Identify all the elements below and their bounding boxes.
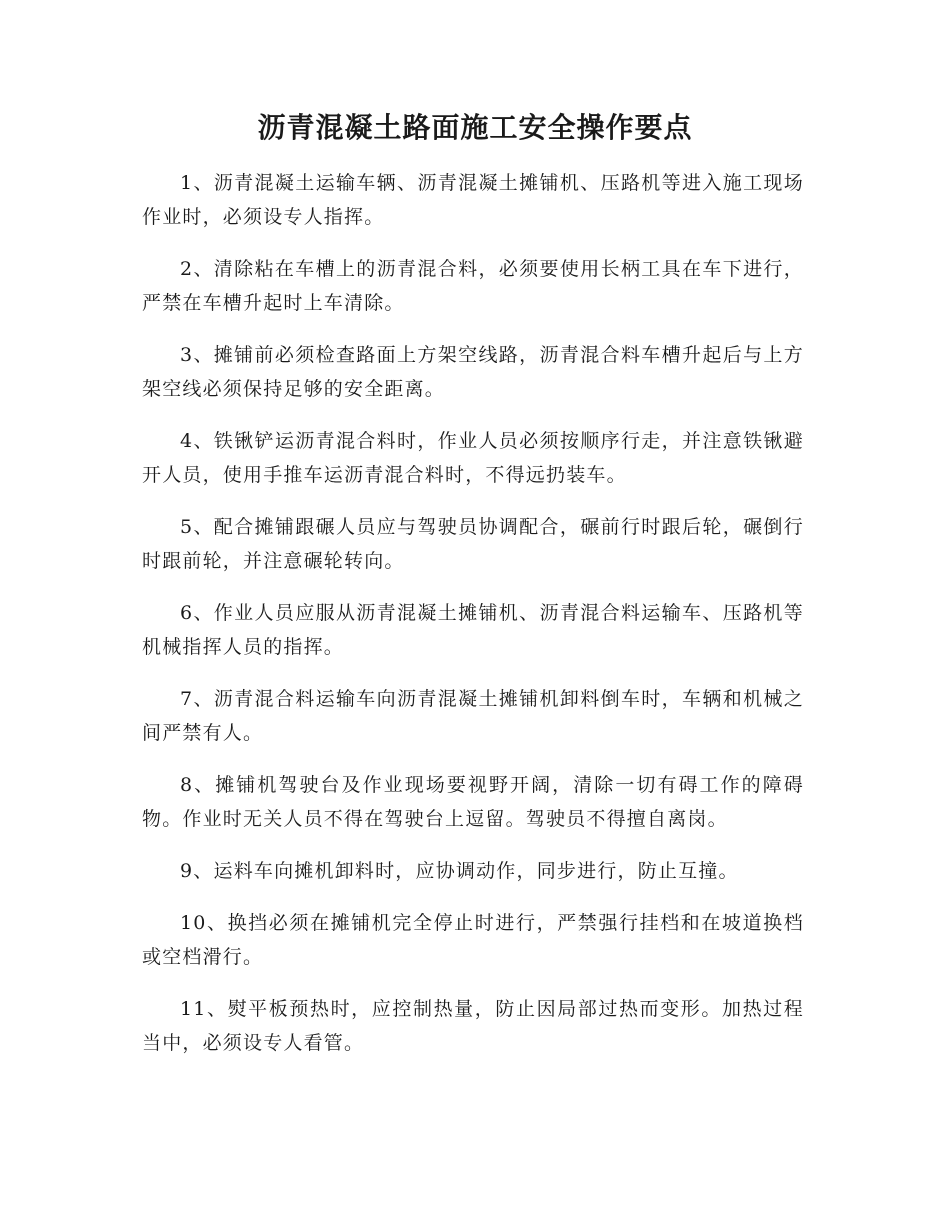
paragraph-4: 4、铁锹铲运沥青混合料时，作业人员必须按顺序行走，并注意铁锹避开人员，使用手推车运沥青混合料时，不得远扔装车。 — [142, 430, 804, 486]
paragraph-6: 6、作业人员应服从沥青混凝土摊铺机、沥青混合料运输车、压路机等机械指挥人员的指挥。 — [142, 602, 804, 658]
paragraph-5: 5、配合摊铺跟碾人员应与驾驶员协调配合，碾前行时跟后轮，碾倒行时跟前轮，并注意碾轮转向。 — [142, 516, 804, 572]
paragraph-8: 8、摊铺机驾驶台及作业现场要视野开阔，清除一切有碍工作的障碍物。作业时无关人员不得在驾驶台上逗留。驾驶员不得擅自离岗。 — [142, 774, 804, 830]
paragraph-2: 2、清除粘在车槽上的沥青混合料，必须要使用长柄工具在车下进行，严禁在车槽升起时上车清除。 — [142, 258, 804, 314]
paragraph-1: 1、沥青混凝土运输车辆、沥青混凝土摊铺机、压路机等进入施工现场作业时，必须设专人指挥。 — [142, 172, 804, 228]
document-title: 沥青混凝土路面施工安全操作要点 — [257, 111, 693, 144]
paragraph-9: 9、运料车向摊机卸料时，应协调动作，同步进行，防止互撞。 — [180, 860, 739, 882]
paragraph-10: 10、换挡必须在摊铺机完全停止时进行，严禁强行挂档和在坡道换档或空档滑行。 — [142, 912, 804, 968]
document-body — [142, 166, 804, 1078]
paragraph-11: 11、熨平板预热时，应控制热量，防止因局部过热而变形。加热过程当中，必须设专人看管。 — [142, 998, 804, 1054]
paragraph-3: 3、摊铺前必须检查路面上方架空线路，沥青混合料车槽升起后与上方架空线必须保持足够的安全距离。 — [142, 344, 804, 400]
paragraph-7: 7、沥青混合料运输车向沥青混凝土摊铺机卸料倒车时，车辆和机械之间严禁有人。 — [142, 688, 804, 744]
